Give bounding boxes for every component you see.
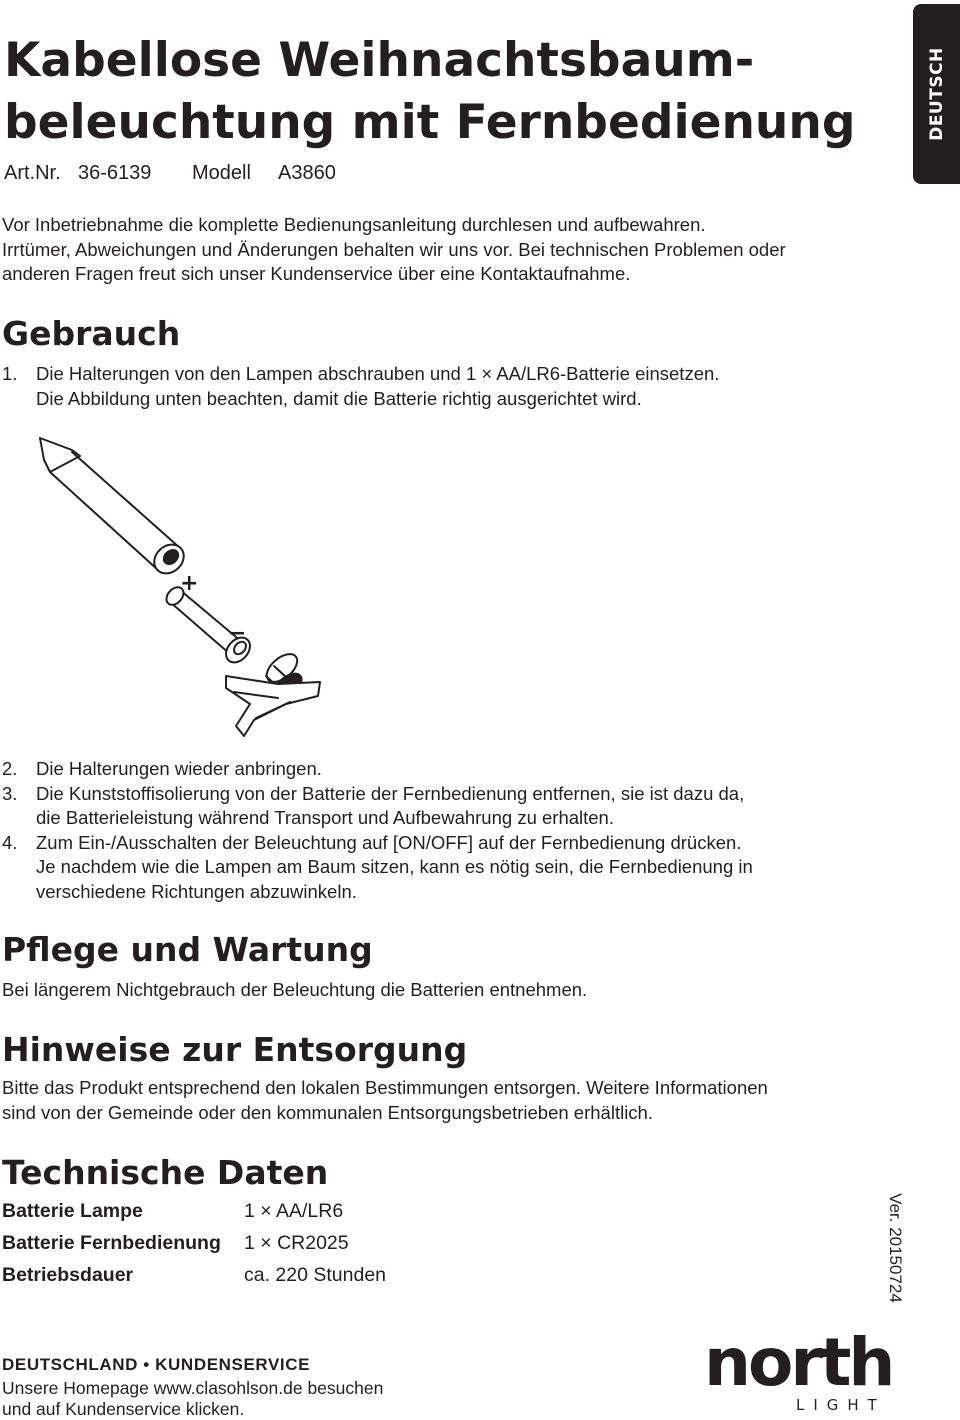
lamp-body: [40, 438, 190, 579]
step-text: Zum Ein-/Ausschalten der Beleuchtung auf [ON/OFF] auf der Fernbedienung drücken.: [36, 831, 742, 853]
step-3: [2, 782, 753, 831]
page-title: [4, 30, 856, 154]
spec-value: ca. 220 Stunden: [244, 1263, 387, 1286]
disposal-line: Bitte das Produkt entsprechend den lokalen Bestimmungen entsorgen. Weitere Informationen: [2, 1077, 768, 1098]
spec-label: Batterie Lampe: [2, 1199, 143, 1222]
plus-sign: +: [180, 571, 199, 596]
step-number: 4.: [2, 831, 18, 853]
usage-heading: Gebrauch: [2, 314, 181, 353]
footer-line: Unsere Homepage www.clasohlson.de besuchen: [2, 1378, 384, 1398]
care-text: Bei längerem Nichtgebrauch der Beleuchtung die Batterien entnehmen.: [2, 979, 588, 1000]
step-number: 2.: [2, 758, 18, 779]
specs-table: [2, 1195, 386, 1291]
step-text: Je nachdem wie die Lampen am Baum sitzen, kann es nötig sein, die Fernbedienung in: [36, 856, 753, 877]
step-4: [2, 831, 753, 905]
step-2: [2, 757, 753, 782]
specs-heading: Technische Daten: [2, 1153, 329, 1192]
step-text: die Batterieleistung während Transport und Aufbewahrung zu erhalten.: [36, 807, 614, 828]
table-row: [2, 1259, 386, 1291]
article-label: Art.Nr.: [4, 162, 61, 184]
model-label: Modell: [192, 162, 251, 184]
logo-word: north: [704, 1324, 893, 1401]
intro-line: Vor Inbetriebnahme die komplette Bedienungsanleitung durchlesen und aufbewahren.: [2, 214, 706, 235]
spec-label: Batterie Fernbedienung: [2, 1231, 221, 1254]
step-1: [2, 362, 719, 411]
version-label: [875, 1190, 915, 1305]
title-line-1: Kabellose Weihnachtsbaum-: [4, 33, 755, 88]
intro-line: anderen Fragen freut sich unser Kundenservice über eine Kontaktaufnahme.: [2, 263, 631, 284]
usage-steps-2: [2, 757, 753, 904]
language-tab: [913, 4, 960, 184]
step-text: Die Abbildung unten beachten, damit die Batterie richtig ausgerichtet wird.: [36, 387, 642, 409]
footer-heading: DEUTSCHLAND • KUNDENSERVICE: [2, 1355, 311, 1374]
title-line-2: beleuchtung mit Fernbedienung: [4, 95, 856, 150]
spec-value: 1 × CR2025: [244, 1231, 349, 1254]
footer-text: [2, 1378, 383, 1420]
care-heading: Pflege und Wartung: [2, 930, 373, 969]
disposal-heading: Hinweise zur Entsorgung: [2, 1030, 468, 1069]
usage-steps-1: [2, 362, 719, 411]
footer-line: und auf Kundenservice klicken.: [2, 1399, 245, 1419]
step-text: Die Halterungen von den Lampen abschrauben und 1 × AA/LR6-Batterie einsetzen.: [36, 363, 720, 384]
model-number: A3860: [278, 162, 336, 184]
battery-illustration: [30, 430, 340, 740]
intro-line: Irrtümer, Abweichungen und Änderungen behalten wir uns vor. Bei technischen Problemen oder: [2, 238, 786, 260]
article-number: 36-6139: [78, 162, 152, 184]
disposal-line: sind von der Gemeinde oder den kommunalen Entsorgungsbetrieben erhältlich.: [2, 1101, 653, 1123]
step-number: 3.: [2, 782, 18, 804]
step-number: 1.: [2, 363, 18, 384]
step-text: verschiedene Richtungen abzuwinkeln.: [36, 880, 357, 902]
table-row: [2, 1195, 386, 1227]
step-text: Die Halterungen wieder anbringen.: [36, 758, 322, 779]
spec-label: Betriebsdauer: [2, 1263, 134, 1286]
intro-text: [2, 213, 786, 287]
table-row: [2, 1227, 386, 1259]
disposal-text: [2, 1076, 768, 1125]
language-tab-label: DEUTSCH: [926, 47, 947, 141]
article-info: [4, 162, 336, 185]
version-text: Ver. 20150724: [886, 1192, 905, 1303]
spec-value: 1 × AA/LR6: [244, 1199, 344, 1222]
minus-sign: −: [228, 621, 247, 646]
logo-sub: LIGHT: [796, 1396, 886, 1414]
step-text: Die Kunststoffisolierung von der Batterie der Fernbedienung entfernen, sie ist dazu da,: [36, 782, 745, 804]
north-light-logo: [704, 1324, 894, 1414]
